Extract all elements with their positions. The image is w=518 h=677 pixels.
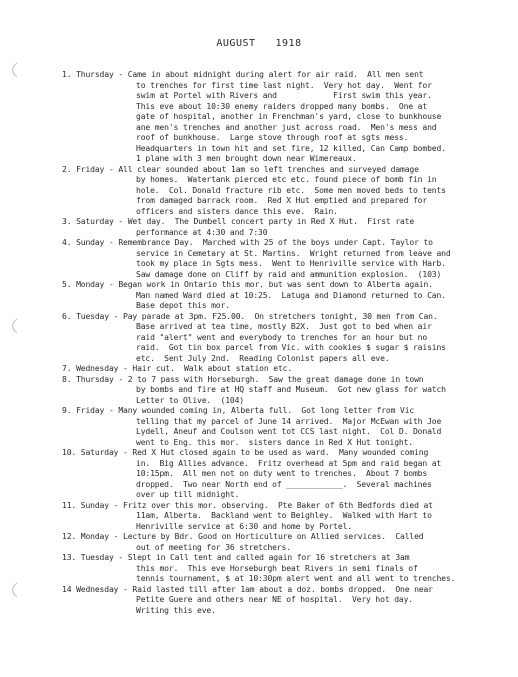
diary-entry	[62, 448, 510, 501]
entry-line: by bombs and fire at HQ staff and Museum. Got new glass for watch	[136, 385, 446, 394]
entry-line: etc. Sent July 2nd. Reading Colonist papers all eve.	[136, 353, 390, 363]
punch-hole-top-icon	[6, 62, 18, 78]
entry-line: dropped. Two near North end of ____________. Several machines	[136, 479, 432, 489]
entry-line: ane men's trenches and another just across road. Men's mess and	[136, 122, 437, 132]
entry-line: Base depot this mor.	[136, 301, 230, 310]
heading-month: AUGUST	[216, 38, 256, 49]
diary-entry	[62, 501, 510, 533]
entry-line: 1 plane with 3 men brought down near Wimereaux.	[136, 154, 357, 163]
diary-entry	[62, 280, 510, 312]
diary-entry	[62, 70, 510, 165]
entry-line: telling that my parcel of June 14 arrived. Major McEwan with Joe	[136, 416, 442, 426]
page-heading	[0, 38, 518, 49]
entry-first-line: 3. Saturday - Wet day. The Dumbell concert party in Red X Hut. First rate	[62, 217, 415, 226]
diary-entry	[62, 312, 510, 365]
entry-line: This eve about 10:30 enemy raiders dropped many bombs. One at	[136, 101, 428, 111]
entry-first-line: 14 Wednesday - Raid lasted till after 1am about a doz. bombs dropped. One near	[62, 584, 433, 594]
entry-line: over up till midnight.	[136, 490, 240, 499]
entry-line: Saw damage done on Cliff by raid and ammunition explosion. (103)	[136, 269, 442, 279]
heading-year: 1918	[275, 38, 302, 49]
entry-line: in. Big Allies advance. Fritz overhead at 5pm and raid began at	[136, 458, 442, 468]
entry-line: Petite Guere and others near NE of hospital. Very hot day.	[136, 595, 413, 604]
entry-line: roof of bunkhouse. Large stove through roof at sgts mess.	[136, 133, 409, 142]
entry-line: Writing this eve.	[136, 605, 216, 615]
entry-first-line: 5. Monday - Began work in Ontario this mor. but was sent down to Alberta again.	[62, 280, 433, 289]
diary-entry	[62, 165, 510, 218]
entry-first-line: 11. Sunday - Fritz over this mor. observing. Pte Baker of 6th Bedfords died at	[62, 500, 433, 510]
entry-line: Henriville service at 6:30 and home by Portel.	[136, 521, 352, 531]
diary-entry	[62, 364, 510, 375]
entry-line: tennis tournament, $ at 10:30pm alert went and all went to trenches.	[136, 574, 456, 583]
entry-line: Base arrived at tea time, mostly B2X. Just got to bed when air	[136, 322, 432, 331]
diary-entry	[62, 238, 510, 280]
entry-line: Headquarters in town hit and set fire, 12 killed, Can Camp bombed.	[136, 143, 446, 153]
diary-entry	[62, 217, 510, 238]
diary-entries	[62, 70, 510, 616]
entry-first-line: 4. Sunday - Remembrance Day. Marched with 25 of the boys under Capt. Taylor to	[62, 238, 433, 247]
entry-line: to trenches for first time last night. Very hot day. Went for	[136, 80, 432, 90]
entry-first-line: 9. Friday - Many wounded coming in, Alberta full. Got long letter from Vic	[62, 406, 415, 415]
diary-entry	[62, 553, 510, 585]
entry-first-line: 10. Saturday - Red X Hut closed again to be used as ward. Many wounded coming	[62, 448, 429, 457]
punch-hole-bottom-icon	[6, 582, 18, 598]
entry-line: this mor. This eve Horseburgh beat Rivers in semi finals of	[136, 563, 418, 573]
entry-first-line: 12. Monday - Lecture by Bdr. Good on Horticulture on Allied services. Called	[62, 532, 424, 541]
entry-line: Man named Ward died at 10:25. Latuga and Diamond returned to Can.	[136, 290, 446, 300]
diary-entry	[62, 532, 510, 553]
diary-entry	[62, 585, 510, 617]
entry-line: service in Cemetary at St. Martins. Wright returned from leave and	[136, 248, 451, 258]
entry-line: 11am, Alberta. Backland went to Beighley. Walked with Hart to	[136, 511, 432, 520]
punch-hole-middle-icon	[6, 318, 18, 334]
entry-line: swim at Portel with Rivers and First swim this year.	[136, 91, 432, 100]
entry-line: gate of hospital, another in Frenchman's yard, close to bunkhouse	[136, 112, 442, 121]
entry-first-line: 8. Thursday - 2 to 7 pass with Horseburgh. Saw the great damage done in town	[62, 374, 424, 384]
entry-line: from damaged barrack room. Red X Hut emptied and prepared for	[136, 196, 428, 205]
entry-line: Letter to Olive. (104)	[136, 395, 244, 405]
entry-first-line: 7. Wednesday - Hair cut. Walk about station etc.	[62, 364, 293, 373]
entry-line: hole. Col. Donald fracture rib etc. Some men moved beds to tents	[136, 185, 446, 195]
entry-line: out of meeting for 36 stretchers.	[136, 542, 291, 552]
diary-entry	[62, 406, 510, 448]
entry-line: officers and sisters dance this eve. Rain.	[136, 206, 338, 216]
entry-first-line: 2. Friday - All clear sounded about 1am so left trenches and surveyed damage	[62, 164, 419, 174]
entry-line: performance at 4:30 and 7:30	[136, 227, 268, 237]
entry-first-line: 13. Tuesday - Slept in Call tent and called again for 16 stretchers at 3am	[62, 553, 410, 562]
entry-first-line: 6. Tuesday - Pay parade at 3pm. F25.00. On stretchers tonight, 30 men from Can.	[62, 311, 438, 321]
entry-line: 10:15pm. All men not on duty went to trenches. About 7 bombs	[136, 469, 428, 478]
entry-line: took my place in Sgts mess. Went to Henriville service with Harb.	[136, 259, 446, 268]
entry-line: Lydell, Aneuf and Coulson went tot CCS last night. Col D. Donald	[136, 427, 442, 436]
entry-line: by homes. Watertank pierced etc etc. found piece of bomb fin in	[136, 175, 437, 184]
entry-line: raid "alert" went and everybody to trenches for an hour but no	[136, 332, 428, 342]
entry-line: raid. Got tin box parcel from Vic. with cookies $ sugar $ raisins	[136, 343, 446, 352]
diary-entry	[62, 375, 510, 407]
entry-first-line: 1. Thursday - Came in about midnight during alert for air raid. All men sent	[62, 70, 424, 79]
entry-line: went to Eng. this mor. sisters dance in Red X Hut tonight.	[136, 437, 413, 447]
